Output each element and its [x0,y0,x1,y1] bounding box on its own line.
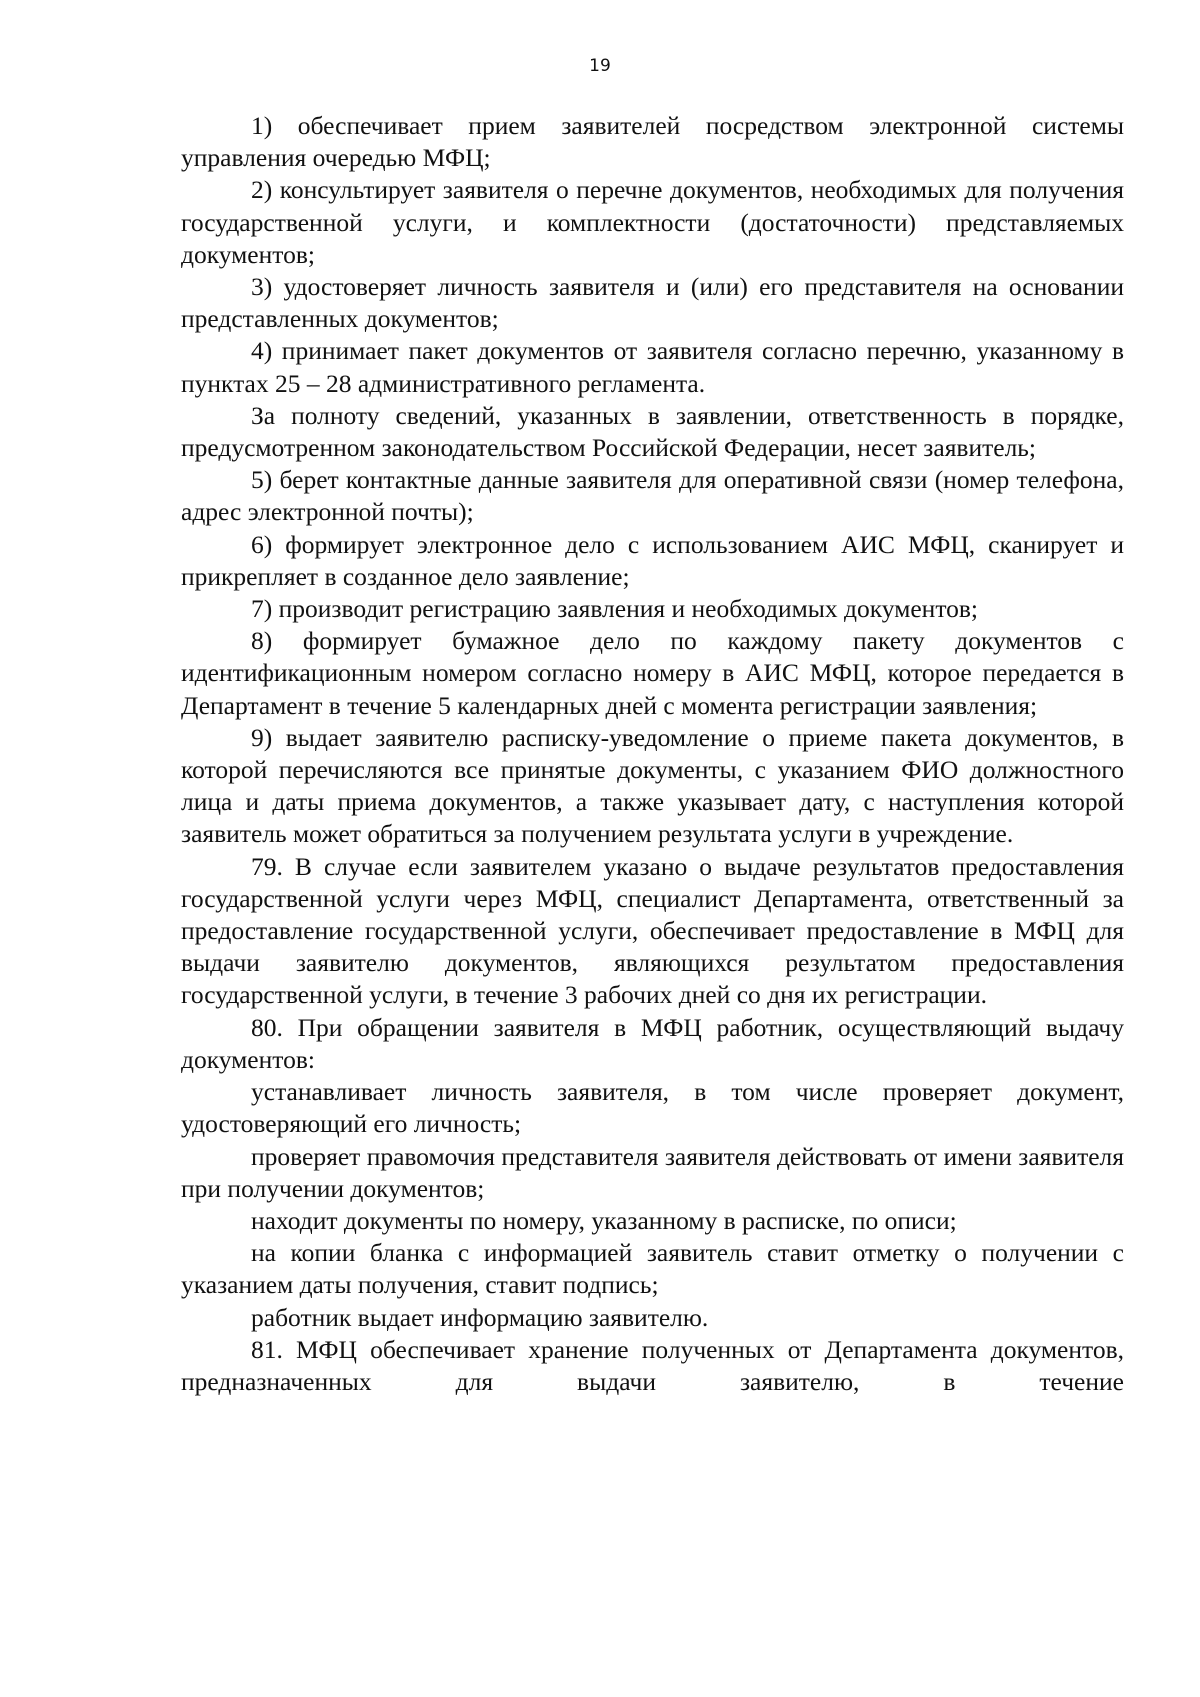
paragraph-item-9: 9) выдает заявителю расписку-уведомление о приеме пакета документов, в которой перечисляются все принятые документы, с указанием ФИО должностного лица и даты приема документов, а также указывает дату, с наступления которой заявитель может обратиться за получением результата услуги в учреждение. [181,722,1124,849]
paragraph-clause-80: 80. При обращении заявителя в МФЦ работник, осуществляющий выдачу документов: [181,1012,1124,1074]
paragraph-item-4: 4) принимает пакет документов от заявителя согласно перечню, указанному в пунктах 25 – 28 административного регламента. [181,336,1124,398]
document-body [181,110,1124,1398]
paragraph-authority-check: проверяет правомочия представителя заявителя действовать от имени заявителя при получении документов; [181,1141,1124,1203]
paragraph-clause-79: 79. В случае если заявителем указано о выдаче результатов предоставления государственной услуги через МФЦ, специалист Департамента, ответственный за предоставление государственной услуги, обеспечивает предоставление в МФЦ для выдачи заявителю документов, являющихся результатом предоставления государственной услуги, в течение 3 рабочих дней со дня их регистрации. [181,851,1124,1010]
page-number: 19 [589,56,611,76]
paragraph-identity-check: устанавливает личность заявителя, в том числе проверяет документ, удостоверяющий его личность; [181,1077,1124,1139]
paragraph-issue-info: работник выдает информацию заявителю. [251,1302,709,1332]
paragraph-receipt-mark: на копии бланка с информацией заявитель ставит отметку о получении с указанием даты получения, ставит подпись; [181,1238,1124,1300]
paragraph-item-5: 5) берет контактные данные заявителя для оперативной связи (номер телефона, адрес электронной почты); [181,465,1124,527]
paragraph-item-6: 6) формирует электронное дело с использованием АИС МФЦ, сканирует и прикрепляет в созданное дело заявление; [181,529,1124,591]
paragraph-item-3: 3) удостоверяет личность заявителя и (или) его представителя на основании представленных документов; [181,272,1124,334]
paragraph-clause-81: 81. МФЦ обеспечивает хранение полученных от Департамента документов, предназначенных для выдачи заявителю, в течение [181,1334,1124,1396]
paragraph-find-documents: находит документы по номеру, указанному в расписке, по описи; [251,1205,957,1235]
paragraph-item-1: 1) обеспечивает прием заявителей посредством электронной системы управления очередью МФЦ; [181,111,1124,173]
paragraph-item-2: 2) консультирует заявителя о перечне документов, необходимых для получения государственной услуги, и комплектности (достаточности) представляемых документов; [181,175,1124,269]
paragraph-responsibility: За полноту сведений, указанных в заявлении, ответственность в порядке, предусмотренном законодательством Российской Федерации, несет заявитель; [181,400,1124,463]
paragraph-item-7: 7) производит регистрацию заявления и необходимых документов; [251,594,978,624]
paragraph-item-8: 8) формирует бумажное дело по каждому пакету документов с идентификационным номером согласно номеру в АИС МФЦ, которое передается в Департамент в течение 5 календарных дней с момента регистрации заявления; [181,626,1124,720]
